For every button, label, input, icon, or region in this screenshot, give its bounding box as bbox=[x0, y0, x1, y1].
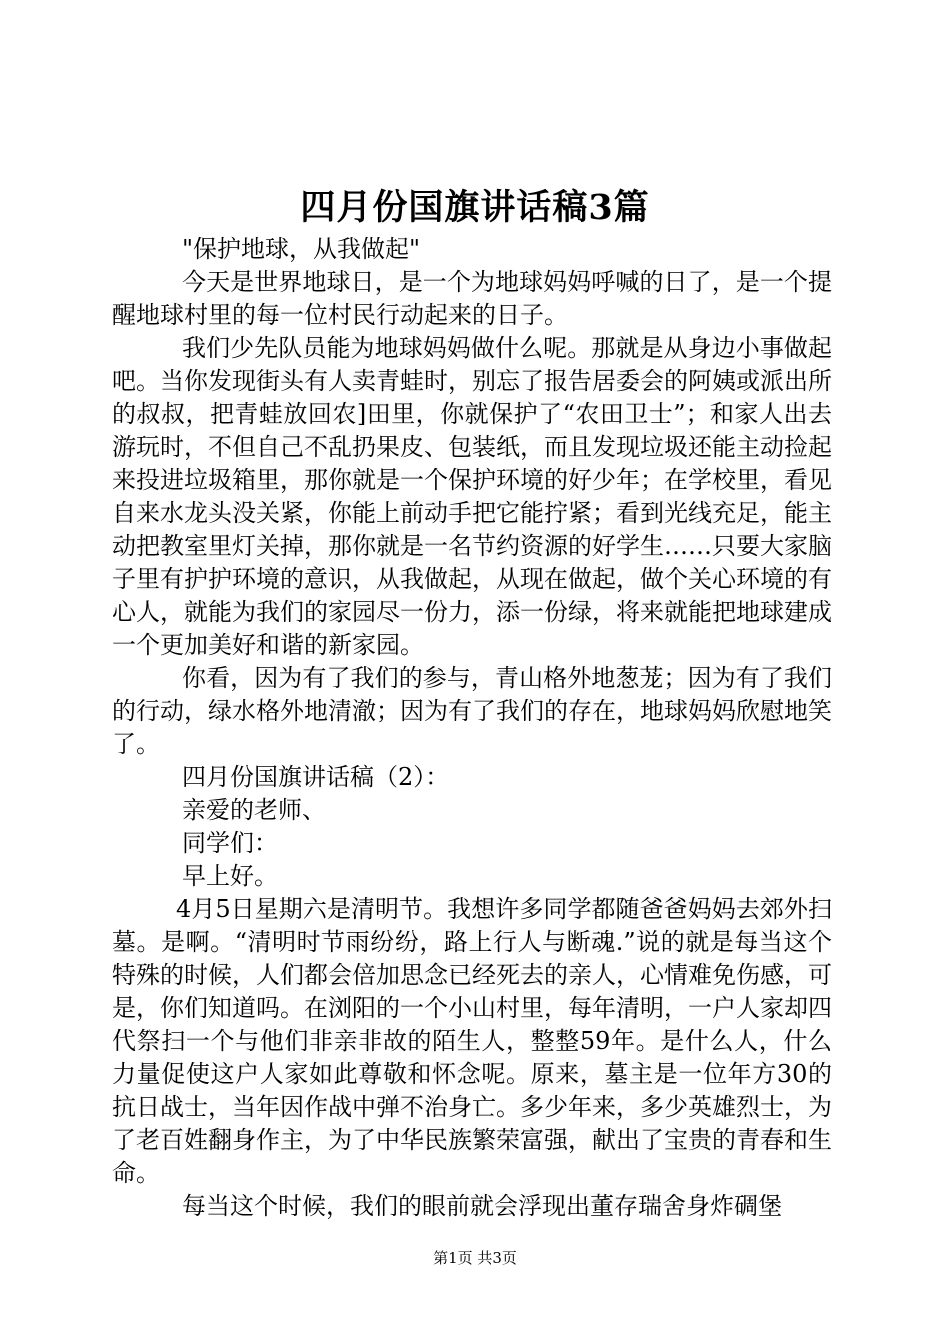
paragraph: 同学们： bbox=[182, 829, 278, 857]
document-title: 四月份国旗讲话稿3篇 bbox=[300, 187, 650, 228]
document-body bbox=[112, 233, 832, 1223]
paragraph: "保护地球，从我做起" bbox=[182, 235, 421, 263]
paragraph: 亲爱的老师、 bbox=[182, 796, 326, 824]
page-number-footer: 第1页 共3页 bbox=[433, 1249, 517, 1267]
paragraph: 我们少先队员能为地球妈妈做什么呢。那就是从身边小事做起吧。当你发现街头有人卖青蛙时，别忘了报告居委会的阿姨或派出所的叔叔，把青蛙放回农]田里，你就保护了“农田卫士”；和家人出去游玩时，不但自己不乱扔果皮、包装纸，而且发现垃圾还能主动捡起来投进垃圾箱里，那你就是一个保护环境的好少年；在学校里，看见自来水龙头没关紧，你能上前动手把它能拧紧；看到光线充足，能主动把教室里灯关掉，那你就是一名节约资源的好学生……只要大家脑子里有护护环境的意识，从我做起，从现在做起，做个关心环境的有心人，就能为我们的家园尽一份力，添一份绿，将来就能把地球建成一个更加美好和谐的新家园。 bbox=[112, 334, 832, 659]
paragraph: 今天是世界地球日，是一个为地球妈妈呼喊的日了，是一个提醒地球村里的每一位村民行动起来的日子。 bbox=[112, 268, 832, 329]
paragraph: 你看，因为有了我们的参与，青山格外地葱茏；因为有了我们的行动，绿水格外地清澈；因为有了我们的存在，地球妈妈欣慰地笑了。 bbox=[112, 664, 832, 758]
paragraph: 4月5日星期六是清明节。我想许多同学都随爸爸妈妈去郊外扫墓。是啊。“清明时节雨纷纷，路上行人与断魂.”说的就是每当这个特殊的时候，人们都会倍加思念已经死去的亲人，心情难免伤感，可是，你们知道吗。在浏阳的一个小山村里，每年清明，一户人家却四代祭扫一个与他们非亲非故的陌生人，整整59年。是什么人，什么力量促使这户人家如此尊敬和怀念呢。原来，墓主是一位年方30的抗日战士，当年因作战中弹不治身亡。多少年来，多少英雄烈士，为了老百姓翻身作主，为了中华民族繁荣富强，献出了宝贵的青春和生命。 bbox=[112, 895, 832, 1187]
paragraph: 四月份国旗讲话稿（2）： bbox=[182, 763, 450, 791]
paragraph: 早上好。 bbox=[182, 862, 278, 890]
paragraph: 每当这个时候，我们的眼前就会浮现出董存瑞舍身炸碉堡 bbox=[182, 1192, 782, 1220]
